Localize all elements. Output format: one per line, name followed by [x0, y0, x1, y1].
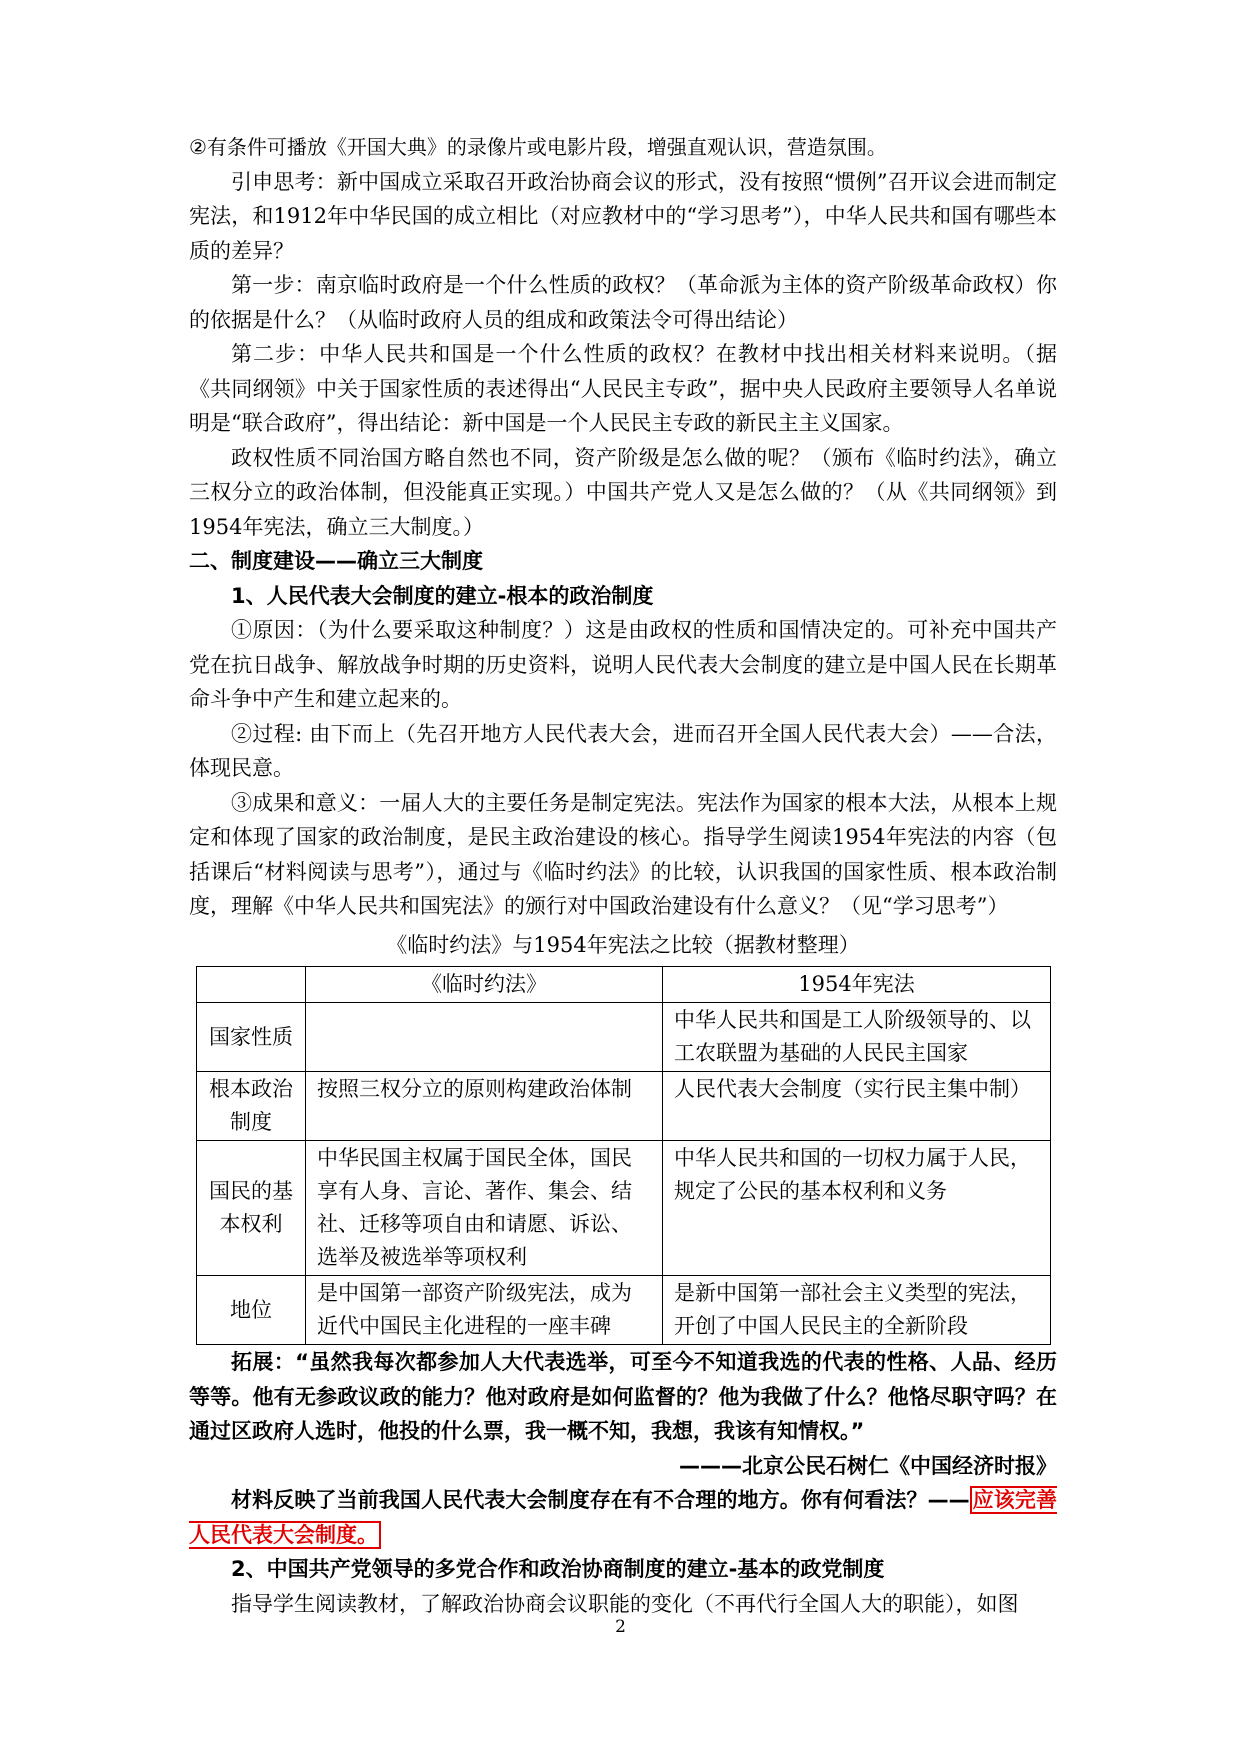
paragraph: 引申思考：新中国成立采取召开政治协商会议的形式，没有按照“惯例”召开议会进而制定宪法，和1912年中华民国的成立相比（对应教材中的“学习思考”），中华人民共和国有哪些本质的差异？	[189, 169, 1057, 263]
table-cell: 国民的基本权利	[197, 1141, 306, 1276]
quote-source: ———北京公民石树仁《中国经济时报》	[679, 1453, 1057, 1478]
table-cell: 是中国第一部资产阶级宪法，成为近代中国民主化进程的一座丰碑	[306, 1276, 663, 1345]
table-row	[197, 1141, 1051, 1276]
comparison-table	[196, 966, 1051, 1345]
table-row	[197, 1003, 1051, 1072]
paragraph: ①原因：（为什么要采取这种制度？）这是由政权的性质和国情决定的。可补充中国共产党在抗日战争、解放战争时期的历史资料，说明人民代表大会制度的建立是中国人民在长期革命斗争中产生和建立起来的。	[189, 618, 1057, 711]
question-paragraph	[189, 1483, 1057, 1552]
subsection-heading: 2、中国共产党领导的多党合作和政治协商制度的建立-基本的政党制度	[231, 1557, 885, 1581]
table-cell: 中华人民共和国的一切权力属于人民，规定了公民的基本权利和义务	[663, 1141, 1051, 1276]
document-page	[189, 130, 1057, 1621]
paragraph: 第一步：南京临时政府是一个什么性质的政权？（革命派为主体的资产阶级革命政权）你的依据是什么？（从临时政府人员的组成和政策法令可得出结论）	[189, 273, 1057, 332]
table-row	[197, 1276, 1051, 1345]
table-header	[197, 967, 306, 1003]
table-header: 1954年宪法	[663, 967, 1051, 1003]
table-cell: 人民代表大会制度（实行民主集中制）	[663, 1072, 1051, 1141]
paragraph: 第二步：中华人民共和国是一个什么性质的政权？在教材中找出相关材料来说明。（据《共同纲领》中关于国家性质的表述得出“人民民主专政”，据中央人民政府主要领导人名单说明是“联合政府”，得出结论：新中国是一个人民民主专政的新民主主义国家。	[189, 342, 1057, 435]
subsection-heading: 1、人民代表大会制度的建立-根本的政治制度	[231, 583, 654, 608]
table-cell: 中华民国主权属于国民全体，国民享有人身、言论、著作、集会、结社、迁移等项自由和请愿、诉讼、选举及被选举等项权利	[306, 1141, 663, 1276]
page-number: 2	[615, 1617, 626, 1637]
table-cell: 根本政治制度	[197, 1072, 306, 1141]
paragraph: ②有条件可播放《开国大典》的录像片或电影片段，增强直观认识，营造氛围。	[189, 135, 887, 159]
paragraph: 指导学生阅读教材，了解政治协商会议职能的变化（不再代行全国人大的职能），如图	[231, 1591, 1019, 1616]
table-caption: 《临时约法》与1954年宪法之比较（据教材整理）	[386, 932, 860, 957]
table-header-row	[197, 967, 1051, 1003]
extension-quote: 拓展：“虽然我每次都参加人大代表选举，可至今不知道我选的代表的性格、人品、经历等等。他有无参政议政的能力？他对政府是如何监督的？他为我做了什么？他恪尽职守吗？在通过区政府人选时，他投的什么票，我一概不知，我想，我该有知情权。”	[189, 1350, 1057, 1443]
table-cell: 地位	[197, 1276, 306, 1345]
answer-highlight: 应该完善人民代表大会制度。	[189, 1488, 1058, 1547]
table-cell: 是新中国第一部社会主义类型的宪法，开创了中国人民民主的全新阶段	[663, 1276, 1051, 1345]
table-header: 《临时约法》	[306, 967, 663, 1003]
paragraph: ②过程: 由下而上（先召开地方人民代表大会，进而召开全国人民代表大会）——合法，体现民意。	[189, 721, 1057, 780]
table-cell: 按照三权分立的原则构建政治体制	[306, 1072, 663, 1141]
table-cell: 国家性质	[197, 1003, 306, 1072]
paragraph: ③成果和意义：一届人大的主要任务是制定宪法。宪法作为国家的根本大法，从根本上规定和体现了国家的政治制度，是民主政治建设的核心。指导学生阅读1954年宪法的内容（包括课后“材料阅读与思考”），通过与《临时约法》的比较，认识我国的国家性质、根本政治制度，理解《中华人民共和国宪法》的颁行对中国政治建设有什么意义？（见“学习思考”）	[189, 790, 1057, 918]
paragraph: 政权性质不同治国方略自然也不同，资产阶级是怎么做的呢？（颁布《临时约法》，确立三权分立的政治体制，但没能真正实现。）中国共产党人又是怎么做的？（从《共同纲领》到1954年宪法，确立三大制度。）	[189, 445, 1057, 539]
table-cell	[306, 1003, 663, 1072]
question-text: 材料反映了当前我国人民代表大会制度存在有不合理的地方。你有何看法？——	[231, 1488, 970, 1512]
section-heading: 二、制度建设——确立三大制度	[189, 549, 483, 573]
table-row	[197, 1072, 1051, 1141]
table-cell: 中华人民共和国是工人阶级领导的、以工农联盟为基础的人民民主国家	[663, 1003, 1051, 1072]
